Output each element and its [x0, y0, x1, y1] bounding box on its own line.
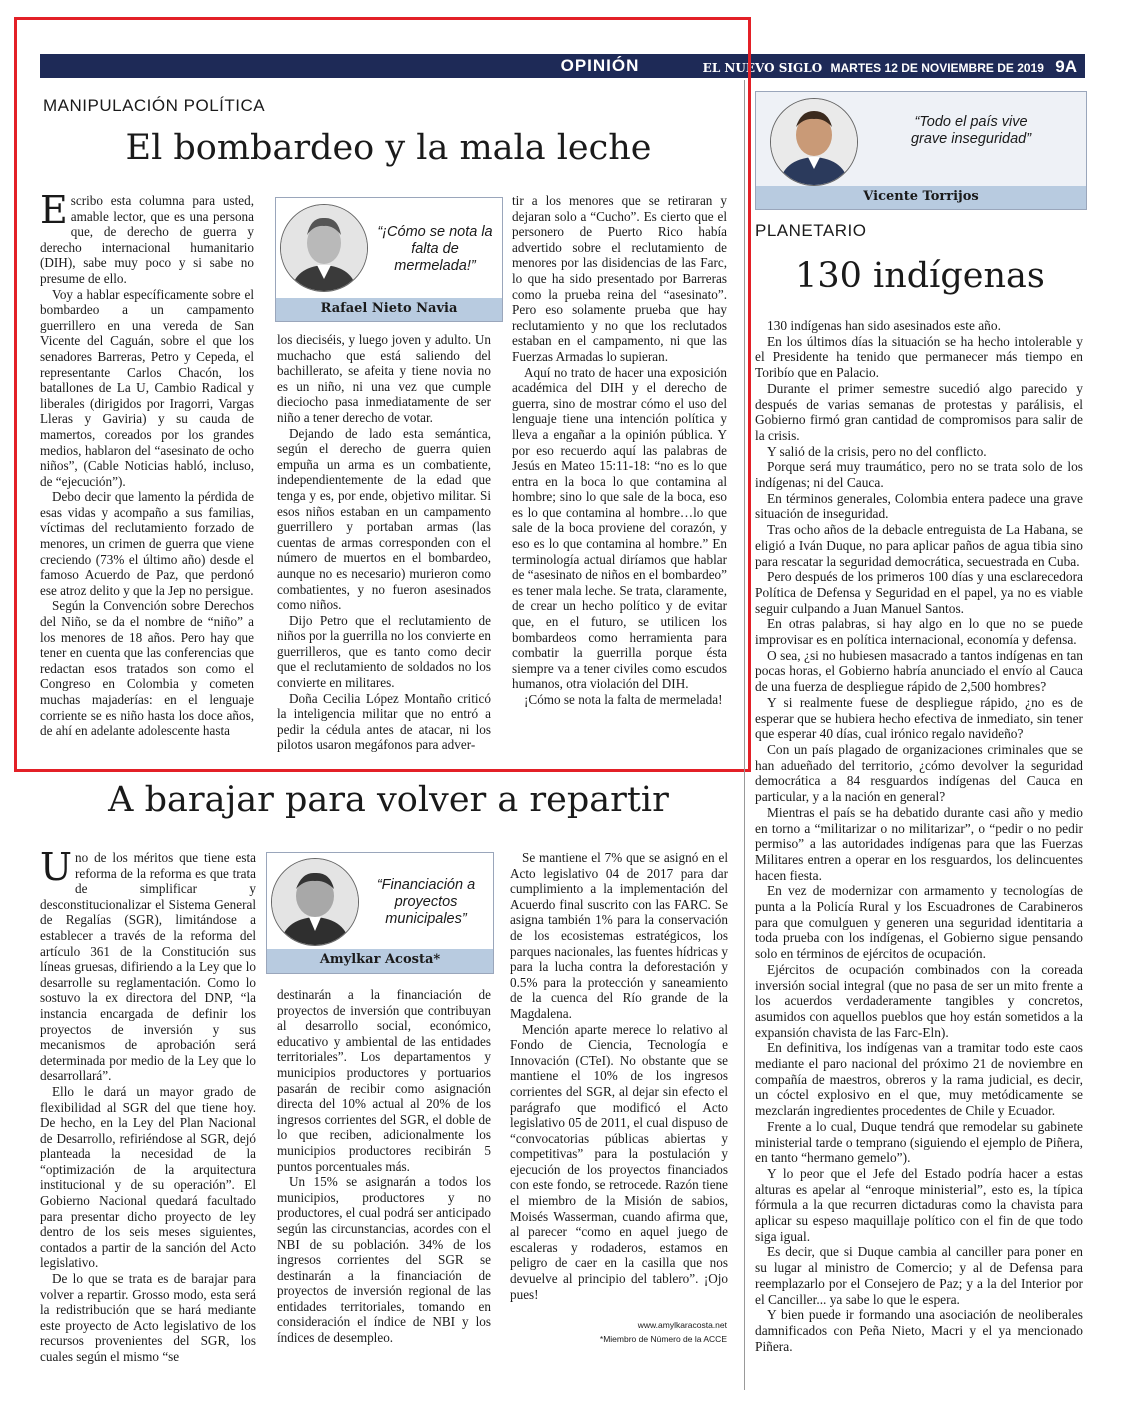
article2-headline: A barajar para volver a repartir [108, 780, 669, 820]
article3-paragraph: Mientras el país se ha debatido durante casi año y medio en torno a “militarizar o no militarizar”, o “pedir o no pedir permiso” a las autoridades indígenas para que las Fuerzas Militares entren a operar en los resguardos, los delincuentes hacen fiesta. [755, 804, 1083, 883]
author-photo [271, 858, 359, 946]
column-divider [744, 80, 745, 1390]
article1-paragraph: scribo esta columna para usted, amable lector, que es una persona que, de derecho de guerra y derecho internacional humanitario (DIH), sabe muy poco y si sabe no presume de ello. [40, 193, 254, 286]
article2-pull-quote: “Financiación a proyectos municipales” [376, 877, 476, 927]
article1-author-name: Rafael Nieto Navia [276, 298, 502, 321]
article3-paragraph: Y lo peor que el Jefe del Estado podría hacer a estas alturas es apelar al “enroque ministerial”, esto es, la típica fórmula a la que recurren dictaduras como la chavista para aplicar su espeso maquillaje político con el fin de que todo siga igual. [755, 1165, 1083, 1244]
author-portrait-icon [272, 859, 358, 945]
article1-paragraph: tir a los menores que se retiraran y dejaran solo a “Cucho”. Es cierto que el personero de Puerto Rico había advertido sobre el reclutamiento de menores por las disidencias de las Farc, lo que ha sido presentado por Barreras como la prueba reina del “asesinato”. Pero eso solamente prueba que hay reclutamiento y no que los reclutados estaban en el campamento, ni que las Fuerzas Armadas lo supieran. [512, 193, 727, 364]
article2-author-box [266, 852, 494, 974]
article3-paragraph: 130 indígenas han sido asesinados este año. [767, 318, 1001, 333]
article3-paragraph: O sea, ¿si no hubiesen masacrado a tantos indígenas en tan pocas horas, el Gobierno habría anunciado el envío al Cauca de una fuerza de despliegue rápido de 2,500 hombres? [755, 647, 1083, 695]
article2-author-name: Amylkar Acosta* [267, 949, 493, 973]
article3-paragraph: En vez de modernizar con armamento y tecnologías de punta a la Policía Rural y los Escuadrones de Carabineros para que comulguen y generen una seguridad identitaria a toda prueba con los indígenas, el Gobierno sigue pensando solo en términos de ejércitos de ocupación. [755, 883, 1083, 962]
article3-paragraph: Y salió de la crisis, pero no del conflicto. [767, 443, 987, 459]
publication-name: EL NUEVO SIGLO [702, 61, 823, 75]
page-number: 9A [1055, 57, 1077, 76]
article1-paragraph: Dijo Petro que el reclutamiento de niños por la guerrilla no los convierte en guerrilleros, que es tanto como decir que el reclutamiento de soldados no los convierte en militares. [277, 612, 491, 691]
article3-pull-quote: “Todo el país vive grave inseguridad” [910, 114, 1032, 147]
article2-paragraph: no de los méritos que tiene esta reforma de la reforma es que trata de simplificar y desconstitucionalizar el Sistema General de Regalías (SGR), limitándose a establecer a través de la reforma del artículo 361 de la Constitución sus líneas gruesas, difiriendo a la Ley que lo desarrolle su reglamentación. Como lo sostuvo la ex directora del DNP, “la instancia encargada de definir los proyectos de inversión y sus mecanismos de aprobación será determinada por medio de la Ley que lo desarrollará”. [40, 850, 256, 1084]
article1-kicker: MANIPULACIÓN POLÍTICA [43, 96, 266, 115]
article1-paragraph: Dejando de lado esta semántica, según el derecho de guerra quien empuña un arma es un combatiente, independientemente de la edad que tenga y es, por ende, objetivo militar. Si esos niños estaban en un campamento guerrillero y portaban armas (las cuentas de armas corresponden con el número de muertos en el bombardeo, aunque no es necesario) murieron como combatientes, y no fueron asesinados como niños. [277, 425, 491, 613]
article1-dropcap: E [40, 193, 68, 232]
article3-paragraph: Ejércitos de ocupación combinados con la coreada inversión social integral (que no pasa de ser un mito frente a los acuerdos verdaderamente tangibles y concretos, asumidos con aquellos pueblos que hoy están sometidos a la expansión chavista de las Farc-Eln). [755, 961, 1083, 1040]
article3-paragraph: Frente a lo cual, Duque tendrá que remodelar su gabinete ministerial tarde o temprano (siguiendo el ejemplo de Piñera, en tanto “hermano gemelo”). [755, 1118, 1083, 1166]
issue-date: MARTES 12 DE NOVIEMBRE DE 2019 [830, 61, 1044, 75]
header-meta [703, 57, 1077, 77]
article3-paragraph: Pero después de los primeros 100 días y una esclarecedora Política de Defensa y Seguridad en el papel, ya no es viable seguir culpando a Juan Manuel Santos. [755, 569, 1083, 616]
article2-column-2 [277, 987, 491, 1385]
article3-paragraph: En los últimos días la situación se ha hecho intolerable y el Presidente ha tenido que permanecer más tiempo en Toribío que en Palacio. [755, 333, 1083, 381]
article3-paragraph: Durante el primer semestre sucedió algo parecido y después de varias semanas de protestas y parálisis, el Gobierno firmó gran cantidad de compromisos para salir de la crisis. [755, 380, 1083, 443]
article3-paragraph: Porque será muy traumático, pero no se trata solo de los indígenas; ni del Cauca. [755, 459, 1083, 491]
article3-paragraph: Y bien puede ir formando una asociación de neoliberales damnificados con Peña Nieto, Macri y el ya mencionado Piñera. [755, 1307, 1083, 1354]
article3-author-name: Vicente Torrijos [756, 186, 1086, 209]
author-footnote: *Miembro de Número de la ACCE [599, 1334, 727, 1344]
section-title: OPINIÓN [560, 56, 640, 75]
article3-paragraph: Con un país plagado de organizaciones criminales que se han adueñado del territorio, ¿cómo devolver la seguridad democrática a 84 resguardos indígenas del Cauca en particular, y a la nación en general? [755, 741, 1083, 805]
article2-paragraph: Un 15% se asignarán a todos los municipios, productores y no productores, el cual podrá ser anticipado según las circunstancias, acordes con el NBI de su población. 34% de los ingresos corrientes del SGR se destinarán a la financiación de proyectos de inversión regional de las entidades territoriales, tomando en consideración el índice de NBI y los índices de desempleo. [277, 1174, 491, 1346]
article3-column [755, 318, 1083, 1388]
article2-paragraph: Ello le dará un mayor grado de flexibilidad al SGR del que tiene hoy. De hecho, en la Ley del Plan Nacional de Desarrollo, refiriéndose al SGR, dejó planteada la necesidad de la “optimización de la arquitectura institucional y de su operación”. El Gobierno Nacional quedará facultado para presentar dicho proyecto de ley dentro de los seis meses siguientes, contados a partir de la sanción del Acto legislativo. [40, 1083, 256, 1271]
article3-author-box [755, 91, 1087, 210]
article1-pull-quote: “¡Cómo se nota la falta de mermelada!” [377, 224, 493, 274]
article2-paragraph: De lo que se trata es de barajar para volver a repartir. Grosso modo, esta será la redistribución que se hará mediante este proyecto de Acto legislativo de los recursos provenientes del SGR, los cuales según el mismo “se [40, 1271, 256, 1364]
article2-paragraph: destinarán a la financiación de proyectos de inversión que contribuyan al desarrollo social, económico, educativo y ambiental de las entidades territoriales”. Los departamentos y municipios productores y portuarios pasarán de recibir como asignación directa del 10% actual al 20% de los ingresos corrientes del SGR, el doble de lo que reciben, adicionalmente los municipios productores recibirán 5 puntos porcentuales más. [277, 987, 491, 1174]
article2-paragraph: Se mantiene el 7% que se asignó en el Acto legislativo 04 de 2017 para dar cumplimiento a la implementación del Acuerdo final suscrito con las FARC. Se asigna también 1% para la conservación de los ecosistemas estratégicos, los parques nacionales, las fuentes hídricas y para la lucha contra la deforestación y 0.5% para la protección y saneamiento de la cuenca del Río grande de la Magdalena. [510, 850, 728, 1021]
article3-paragraph: En otras palabras, si hay algo en lo que no se puede improvisar es en política internacional, economía y defensa. [755, 616, 1083, 648]
article3-paragraph: En términos generales, Colombia entera padece una grave situación de inseguridad. [755, 490, 1083, 522]
article2-column-1 [40, 850, 256, 1385]
article3-paragraph: En definitiva, los indígenas van a tramitar todo este caos mediante el paro nacional del próximo 21 de noviembre en compañía de maestros, obreros y la rama judicial, es decir, un cóctel explosivo en el que, muy metódicamente se mezclarán ingredientes procedentes de Chile y Ecuador. [755, 1040, 1083, 1119]
article3-paragraph: Tras ocho años de la debacle entreguista de La Habana, se eligió a Iván Duque, no para aplicar paños de agua tibia sino para rescatar la seguridad democrática, secuestrada en Cuba. [755, 522, 1083, 569]
article3-paragraph: Y si realmente fuese de despliegue rápido, ¿no es de esperar que se hubiera hecho efectiva de inmediato, sin tener que esperar 40 días, cual irónico regalo navideño? [755, 694, 1083, 742]
article3-paragraph: Es decir, que si Duque cambia al canciller para poner en su lugar al ministro de Comercio; y al de Defensa para reemplazarlo por el Consejero de Paz; y a la del Interior por el Canciller... ya sabe lo que le espera. [755, 1244, 1083, 1307]
article2-paragraph: Mención aparte merece lo relativo al Fondo de Ciencia, Tecnología e Innovación (CTeI). No obstante que se mantiene el 10% de los ingresos corrientes del SGR, al dejar sin efecto el parágrafo que modificó el Acto legislativo 05 de 2011, el cual dispuso de “convocatorias públicas abiertas y competitivas” para la postulación y ejecución de los proyectos financiados con este fondo, se retrocede. Razón tiene el miembro de la Misión de sabios, Moisés Wasserman, cuando afirma que, al parecer “como en aquel juego de escaleras y rodaderos, estamos en peligro de caer en la casilla que nos devuelve al principio del tablero”. ¡Ojo pues! [510, 1021, 728, 1302]
article3-headline: 130 indígenas [795, 256, 1045, 296]
author-photo [770, 98, 858, 186]
article1-paragraph: Voy a hablar específicamente sobre el bombardeo a un campamento guerrillero en una vereda de San Vicente del Caguán, sobre el que los senadores Barreras, Petro y Cepeda, el representante Carlos Chacón, los batallones de La U, Cambio Radical y liberales (dirigidos por Iragorri, Vargas Lleras y Gaviria) y su cauda de mamertos, coreados por los grandes medios, hablaron del “asesinato de ocho niños”, (Cable Noticias habló, incluso, de “ejecución”). [40, 286, 254, 489]
article2-dropcap: U [40, 850, 73, 889]
highlight-frame [14, 17, 751, 772]
article1-headline: El bombardeo y la mala leche [125, 128, 652, 168]
article1-paragraph: ¡Cómo se nota la falta de mermelada! [524, 692, 723, 707]
author-portrait-icon [771, 99, 857, 185]
article3-kicker: PLANETARIO [755, 221, 867, 240]
article1-paragraph: los dieciséis, y luego joven y adulto. Un muchacho que está saliendo del bachillerato, se afeita y tiene novia no es un niño, ni una vez que cumple dieciocho pasa inmediatamente de ser niño a tener derecho de votar. [277, 332, 491, 425]
article1-paragraph: Debo decir que lamento la pérdida de esas vidas y acompaño a sus familias, víctimas del reclutamiento forzado de menores, un crimen de guerra que viene creciendo (73% el último año) desde el famoso Acuerdo de Paz, que perdonó ese atroz delito y que la Jep no persigue. [40, 489, 254, 598]
article1-paragraph: Doña Cecilia López Montaño criticó la inteligencia militar que no entró a pedir la cédula antes de atacar, ni los pilotos usaron megáfonos para adver- [277, 690, 491, 753]
article2-column-3 [510, 850, 728, 1320]
author-website: www.amylkaracosta.net [637, 1320, 727, 1330]
article1-paragraph: Según la Convención sobre Derechos del Niño, se da el nombre de “niño” a los menores de 18 años. Pero hay que tener en cuenta que las conferencias que redactan esos tratados son como el Congreso en Colombia y cometen muchas majaderías: en el lenguaje corriente se es niño hasta los doce años, de ahí en adelante adolescente hasta [40, 598, 254, 739]
article1-paragraph: Aquí no trato de hacer una exposición académica del DIH y el derecho de guerra, sino de mostrar cómo el uso del lenguaje tiene una intención política y lleva a engañar a la opinión pública. Y por eso recuerdo aquí las palabras de Jesús en Mateo 15:11-18: “no es lo que entra en la boca lo que contamina al hombre; sino lo que sale de la boca, eso es lo que contamina al hombre…lo que sale de la boca proviene del corazón, y eso es lo que contamina al hombre.” En terminología actual diríamos que hablar de “asesinato de niños en el bombardeo” es tener mala leche. Se trata, claramente, de crear un hecho político y de evitar que, en el futuro, se utilicen los bombardeos como herramienta para combatir la guerrilla porque ésta siempre va a tener civiles como escudos humanos, otra violación del DIH. [512, 364, 727, 692]
